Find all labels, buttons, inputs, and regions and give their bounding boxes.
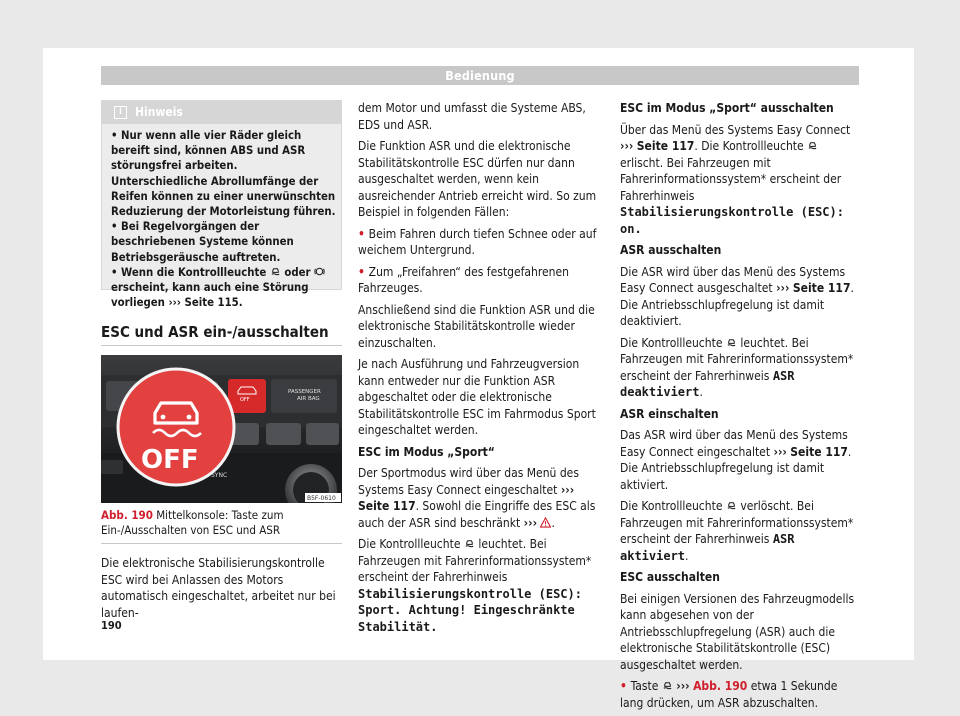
header-bar — [101, 66, 859, 85]
paragraph: Die ASR wird über das Menü des Systems Easy Connect ausgeschaltet ››› Seite 117. Die Antriebsschlupfregelung ist damit deaktiviert. — [620, 264, 854, 328]
passenger-label-2: AIR BAG — [297, 396, 320, 402]
subheading: ESC ausschalten — [620, 570, 720, 584]
section-divider — [101, 345, 342, 346]
driver-message: Stabilisierungskontrolle (ESC): on. — [620, 205, 844, 236]
small-off-label: OFF — [240, 397, 250, 403]
paragraph: Je nach Ausführung und Fahrzeugversion kann entweder nur die Funktion ASR abgeschaltet oder die elektronische Stabilitätskontrolle ESC im Fahrmodus Sport eingeschaltet werden. — [358, 357, 596, 437]
subheading: ESC im Modus „Sport“ — [358, 444, 495, 459]
paragraph: Bei einigen Versionen des Fahrzeugmodells kann abgesehen von der Antriebsschlupfregelung (ASR) auch die elektronische Stabilitätskontrolle (ESC) ausgeschaltet werden. — [620, 591, 855, 672]
caption-divider — [101, 543, 342, 544]
esc-off-button-icon — [662, 680, 673, 691]
column-2 — [358, 100, 603, 640]
list-item: • Beim Fahren durch tiefen Schnee oder auf weichem Untergrund. — [358, 226, 597, 257]
abs-warning-icon — [314, 266, 325, 277]
esc-warning-icon — [726, 337, 737, 348]
column-1 — [101, 555, 342, 626]
paragraph: Das ASR wird über das Menü des Systems Easy Connect eingeschaltet ››› Seite 117. Die Antriebsschlupfregelung ist damit aktiviert. — [620, 428, 852, 492]
note-item: • Wenn die Kontrollleuchte oder erscheint, kann auch eine Störung vorliegen ››› Seite 115. — [111, 265, 336, 311]
list-item: • Taste ››› Abb. 190 etwa 1 Sekunde lang drücken, um ASR abzuschalten. — [620, 679, 838, 710]
page-link[interactable]: Seite 117 — [636, 139, 695, 153]
page-number: 190 — [101, 619, 122, 632]
esc-warning-icon — [726, 500, 737, 511]
paragraph: Die Kontrollleuchte leuchtet. Bei Fahrzeugen mit Fahrerinformationssystem* erscheint der Fahrerhinweis ASR deaktiviert. — [620, 335, 854, 399]
subheading: ESC im Modus „Sport“ ausschalten — [620, 101, 834, 115]
esc-warning-icon — [270, 266, 281, 277]
note-item: • Nur wenn alle vier Räder gleich bereift sind, können ABS und ASR störungsfrei arbeiten. Unterschiedliche Abrollumfänge der Reifen können zu einer unerwünschten Reduzierung der Motorleistung führen. — [111, 129, 336, 219]
driver-message: Stabilisierungskontrolle (ESC): Sport. Achtung! Eingeschränkte Stabilität. — [358, 586, 582, 634]
paragraph: Die Kontrollleuchte leuchtet. Bei Fahrzeugen mit Fahrerinformationssystem* erscheint der Fahrerhinweis Stabilisierungskontrolle (ESC): Sport. Achtung! Eingeschränkte Stabilität. — [358, 537, 592, 634]
page-link[interactable]: Seite 117 — [792, 281, 851, 295]
column-3 — [620, 100, 860, 716]
esc-warning-icon — [807, 140, 818, 151]
esc-warning-icon — [464, 538, 475, 549]
paragraph: Über das Menü des Systems Easy Connect ››› Seite 117. Die Kontrollleuchte erlischt. Bei Fahrzeugen mit Fahrerinformationssystem* erscheint der Fahrerhinweis Stabilisierungskontrolle (ESC): on. — [620, 122, 851, 236]
note-page-link[interactable]: Seite 115 — [184, 296, 239, 310]
subheading: ASR ausschalten — [620, 243, 722, 257]
caption-number: Abb. 190 — [101, 508, 153, 522]
note-item: • Bei Regelvorgängen der beschriebenen Systeme können Betriebsgeräusche auftreten. — [111, 220, 294, 264]
subheading: ASR einschalten — [620, 406, 719, 421]
section-title: ESC und ASR ein-/ausschalten — [101, 323, 329, 341]
page-link[interactable]: Seite 117 — [358, 499, 416, 513]
figure-code: B5F-0610 — [307, 495, 336, 502]
note-body — [111, 128, 336, 310]
console-illustration — [101, 355, 342, 503]
passenger-label-1: PASSENGER — [288, 389, 321, 395]
driver-message: ASR deaktiviert — [620, 368, 795, 399]
warning-triangle-icon — [540, 517, 551, 528]
list-item: • Zum „Freifahren“ des festgefahrenen Fahrzeuges. — [358, 264, 569, 295]
paragraph: Der Sportmodus wird über das Menü des Systems Easy Connect eingeschaltet ››› Seite 117. Sowohl die Eingriffe des ESC als auch der ASR sind beschränkt ››› . — [358, 466, 596, 530]
driver-message: ASR aktiviert — [620, 532, 795, 563]
note-title: Hinweis — [135, 105, 183, 119]
paragraph: dem Motor und umfasst die Systeme ABS, EDS und ASR. — [358, 101, 586, 132]
info-icon: i — [114, 106, 127, 119]
paragraph: Die Funktion ASR und die elektronische Stabilitätskontrolle ESC dürfen nur dann ausgeschaltet werden, wenn kein ausreichender Antrieb erreicht wird. So zum Beispiel in folgenden Fällen: — [358, 139, 597, 219]
figure-caption — [101, 508, 342, 537]
paragraph: Die Kontrollleuchte verlöscht. Bei Fahrzeugen mit Fahrerinformationssystem* erscheint der Fahrerhinweis ASR aktiviert. — [620, 499, 854, 563]
figure-link[interactable]: Abb. 190 — [693, 679, 748, 693]
note-header — [102, 101, 341, 124]
figure-console-photo — [101, 355, 342, 503]
caption-text: Mittelkonsole: Taste zum Ein-/Ausschalten von ESC und ASR — [101, 508, 284, 537]
sync-label: SYNC — [211, 472, 228, 479]
note-box — [101, 100, 342, 310]
paragraph: Die elektronische Stabilisierungskontrolle ESC wird bei Anlassen des Motors automatisch eingeschaltet, arbeitet nur bei laufen- — [101, 556, 336, 620]
big-off-label: OFF — [141, 445, 199, 475]
header-title: Bedienung — [445, 68, 515, 83]
page-link[interactable]: Seite 117 — [790, 444, 848, 459]
paragraph: Anschließend sind die Funktion ASR und die elektronische Stabilitätskontrolle wieder einzuschalten. — [358, 302, 595, 350]
